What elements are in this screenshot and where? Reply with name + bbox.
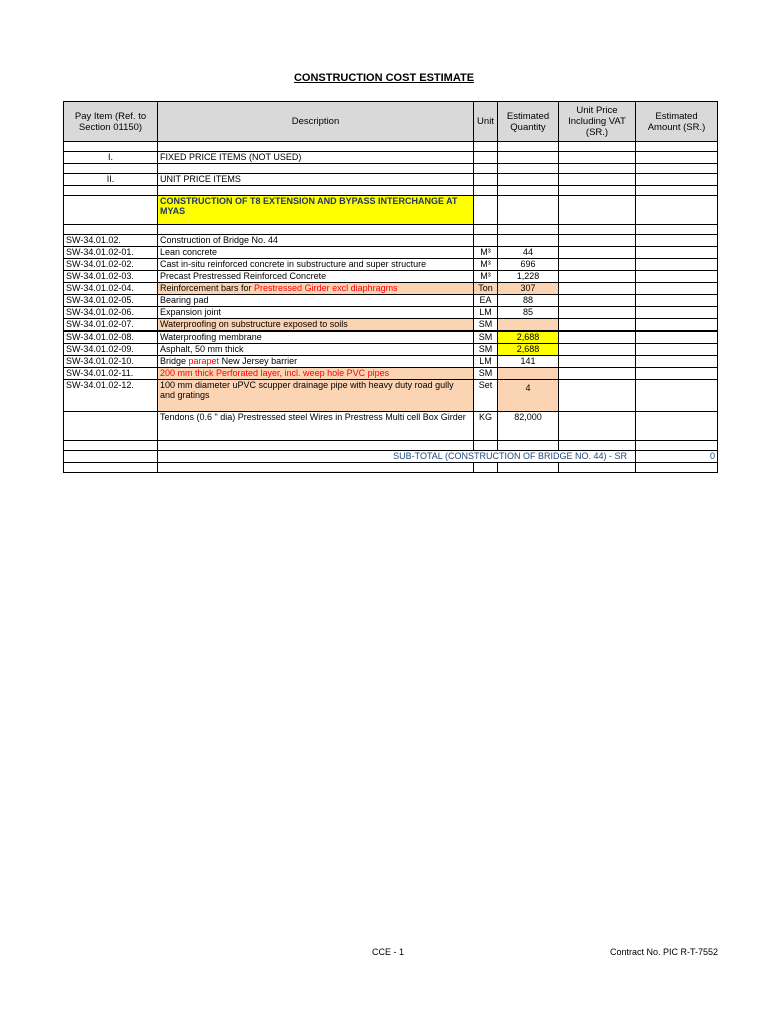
quantity-cell: 2,688 <box>498 344 559 356</box>
description-cell: Reinforcement bars for Prestressed Girder excl diaphragms <box>158 283 474 295</box>
header-quantity: Estimated Quantity <box>498 102 559 142</box>
unit-cell: Set <box>474 380 498 412</box>
section-row-unit-price <box>64 174 718 186</box>
table-row <box>64 247 718 259</box>
unit-cell: M³ <box>474 247 498 259</box>
table-row <box>64 331 718 344</box>
table-row <box>64 319 718 332</box>
unit-cell: LM <box>474 307 498 319</box>
pay-item-cell: SW-34.01.02-03. <box>64 271 158 283</box>
section-title: FIXED PRICE ITEMS (NOT USED) <box>158 152 474 164</box>
description-cell: Waterproofing membrane <box>158 331 474 344</box>
unit-cell: LM <box>474 356 498 368</box>
quantity-cell: 88 <box>498 295 559 307</box>
unit-cell <box>474 235 498 247</box>
quantity-cell: 44 <box>498 247 559 259</box>
subtotal-label: SUB-TOTAL (CONSTRUCTION OF BRIDGE NO. 44) - SR <box>158 451 636 463</box>
pay-item-cell: SW-34.01.02-08. <box>64 331 158 344</box>
unit-cell: EA <box>474 295 498 307</box>
table-row <box>64 283 718 295</box>
blank-row <box>64 225 718 235</box>
quantity-cell: 1,228 <box>498 271 559 283</box>
description-cell: Lean concrete <box>158 247 474 259</box>
description-cell: Asphalt, 50 mm thick <box>158 344 474 356</box>
section-row-fixed <box>64 152 718 164</box>
cost-estimate-table <box>63 101 718 473</box>
contract-number: Contract No. PIC R-T-7552 <box>610 947 719 957</box>
page-number: CCE - 1 <box>372 947 405 957</box>
description-cell: Cast in-situ reinforced concrete in substructure and super structure <box>158 259 474 271</box>
pay-item-cell: SW-34.01.02-10. <box>64 356 158 368</box>
blank-row <box>64 441 718 451</box>
unit-cell: Ton <box>474 283 498 295</box>
heading-row <box>64 196 718 225</box>
description-cell: Tendons (0.6 " dia) Prestressed steel Wires in Prestress Multi cell Box Girder <box>158 412 474 441</box>
table-row <box>64 412 718 441</box>
pay-item-cell: SW-34.01.02-07. <box>64 319 158 332</box>
unit-cell: M³ <box>474 259 498 271</box>
table-row <box>64 271 718 283</box>
section-number: I. <box>64 152 158 164</box>
table-row <box>64 344 718 356</box>
quantity-cell: 141 <box>498 356 559 368</box>
table-row <box>64 259 718 271</box>
quantity-cell <box>498 235 559 247</box>
quantity-cell: 2,688 <box>498 331 559 344</box>
header-description: Description <box>158 102 474 142</box>
quantity-cell <box>498 319 559 332</box>
pay-item-cell: SW-34.01.02. <box>64 235 158 247</box>
pay-item-cell: SW-34.01.02-11. <box>64 368 158 380</box>
blank-row <box>64 164 718 174</box>
project-heading: CONSTRUCTION OF T8 EXTENSION AND BYPASS INTERCHANGE AT MYAS <box>158 196 474 225</box>
description-cell: Construction of Bridge No. 44 <box>158 235 474 247</box>
pay-item-cell: SW-34.01.02-05. <box>64 295 158 307</box>
pay-item-cell: SW-34.01.02-01. <box>64 247 158 259</box>
quantity-cell: 85 <box>498 307 559 319</box>
table-row <box>64 380 718 412</box>
pay-item-cell: SW-34.01.02-09. <box>64 344 158 356</box>
table-row <box>64 307 718 319</box>
subtotal-value: 0 <box>636 451 718 463</box>
page-title: CONSTRUCTION COST ESTIMATE <box>293 72 475 84</box>
quantity-cell: 82,000 <box>498 412 559 441</box>
header-row <box>64 102 718 142</box>
description-cell: Waterproofing on substructure exposed to soils <box>158 319 474 332</box>
subtotal-row <box>64 451 718 463</box>
header-unit-price: Unit Price Including VAT (SR.) <box>559 102 636 142</box>
blank-row <box>64 463 718 473</box>
table-row <box>64 356 718 368</box>
pay-item-cell: SW-34.01.02-12. <box>64 380 158 412</box>
table-row <box>64 368 718 380</box>
description-cell: Precast Prestressed Reinforced Concrete <box>158 271 474 283</box>
quantity-cell: 4 <box>498 380 559 412</box>
quantity-cell: 696 <box>498 259 559 271</box>
unit-cell: SM <box>474 319 498 332</box>
section-number: II. <box>64 174 158 186</box>
description-cell: 100 mm diameter uPVC scupper drainage pipe with heavy duty road gully and gratings <box>158 380 474 412</box>
header-amount: Estimated Amount (SR.) <box>636 102 718 142</box>
header-pay-item: Pay Item (Ref. to Section 01150) <box>64 102 158 142</box>
section-title: UNIT PRICE ITEMS <box>158 174 474 186</box>
description-cell: 200 mm thick Perforated layer, incl. weep hole PVC pipes <box>158 368 474 380</box>
table-row <box>64 235 718 247</box>
unit-cell: SM <box>474 344 498 356</box>
unit-cell: M³ <box>474 271 498 283</box>
blank-row <box>64 186 718 196</box>
quantity-cell: 307 <box>498 283 559 295</box>
table-row <box>64 295 718 307</box>
description-cell: Expansion joint <box>158 307 474 319</box>
unit-cell: SM <box>474 368 498 380</box>
description-cell: Bearing pad <box>158 295 474 307</box>
unit-cell: KG <box>474 412 498 441</box>
pay-item-cell: SW-34.01.02-06. <box>64 307 158 319</box>
pay-item-cell: SW-34.01.02-04. <box>64 283 158 295</box>
quantity-cell <box>498 368 559 380</box>
unit-cell: SM <box>474 331 498 344</box>
blank-row <box>64 142 718 152</box>
pay-item-cell <box>64 412 158 441</box>
header-unit: Unit <box>474 102 498 142</box>
pay-item-cell: SW-34.01.02-02. <box>64 259 158 271</box>
description-cell: Bridge parapet New Jersey barrier <box>158 356 474 368</box>
